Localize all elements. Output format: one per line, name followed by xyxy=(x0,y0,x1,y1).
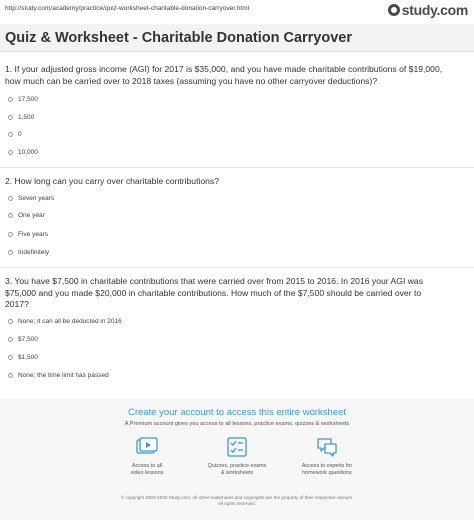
radio-button[interactable] xyxy=(8,373,13,378)
question-1-option-3[interactable] xyxy=(8,130,22,139)
logo-text: study.com xyxy=(401,2,468,18)
page-title: Quiz & Worksheet - Charitable Donation Carryover xyxy=(5,30,352,46)
question-3 xyxy=(5,276,469,311)
title-bar xyxy=(0,24,474,52)
question-2 xyxy=(5,176,469,188)
option-label: $7,500 xyxy=(18,336,38,343)
feature-quizzes xyxy=(197,435,277,477)
radio-button[interactable] xyxy=(8,232,13,237)
option-label: 1,500 xyxy=(18,114,35,121)
question-3-option-2[interactable] xyxy=(8,335,38,344)
question-1-line-2: how much can be carried over to 2018 taxes (assuming you have no other carryover deductions)? xyxy=(5,75,378,86)
expert-chat-icon xyxy=(315,435,339,459)
question-3-option-3[interactable] xyxy=(8,353,38,362)
radio-button[interactable] xyxy=(8,250,13,255)
feature-label-line-1: Quizzes, practice exams xyxy=(207,463,267,469)
radio-button[interactable] xyxy=(8,213,13,218)
question-1-line-1: 1. If your adjusted gross income (AGI) for 2017 is $35,000, and you have made charitable contributions of $19,000, xyxy=(5,64,443,74)
cta-subtitle: A Premium account gives you access to all lessons, practice exams, quizzes & worksheets xyxy=(124,421,350,427)
option-label: $1,500 xyxy=(18,354,38,361)
copyright-line-1: © copyright 2003-2020 Study.com. All other trademarks and copyrights are the property of their respective owners. xyxy=(120,495,354,500)
top-bar xyxy=(0,0,474,22)
radio-button[interactable] xyxy=(8,97,13,102)
question-1-option-4[interactable] xyxy=(8,148,38,157)
feature-label-line-1: Access to experts for xyxy=(301,463,353,469)
study-logo-icon xyxy=(388,4,400,16)
question-3-option-1[interactable] xyxy=(8,317,122,326)
copyright-notice xyxy=(0,495,474,507)
feature-experts xyxy=(287,435,367,477)
premium-cta xyxy=(0,399,474,520)
radio-button[interactable] xyxy=(8,115,13,120)
feature-label xyxy=(107,463,187,477)
question-3-option-4[interactable] xyxy=(8,371,109,380)
question-3-line-1: 3. You have $7,500 in charitable contributions that were carried over from 2015 to 2016. In 2016 your AGI was xyxy=(5,276,424,286)
question-2-line-1: 2. How long can you carry over charitable contributions? xyxy=(5,176,220,186)
option-label: Five years xyxy=(18,231,48,238)
feature-label-line-2: homework questions xyxy=(302,469,352,476)
video-lesson-icon xyxy=(135,435,159,459)
radio-button[interactable] xyxy=(8,196,13,201)
quiz-worksheet-icon xyxy=(225,435,249,459)
option-label: One year xyxy=(18,212,45,219)
radio-button[interactable] xyxy=(8,337,13,342)
feature-label-line-2: & worksheets xyxy=(220,469,254,476)
question-1 xyxy=(5,64,469,87)
option-label: 0 xyxy=(18,131,22,138)
question-1-option-2[interactable] xyxy=(8,113,34,122)
question-2-option-1[interactable] xyxy=(8,194,54,203)
option-label: 10,000 xyxy=(18,149,38,156)
radio-button[interactable] xyxy=(8,150,13,155)
option-label: None; the time limit has passed xyxy=(18,372,109,379)
radio-button[interactable] xyxy=(8,319,13,324)
question-divider xyxy=(0,267,474,268)
feature-label-line-2: video lessons xyxy=(130,469,164,476)
radio-button[interactable] xyxy=(8,355,13,360)
question-3-line-2: $75,000 and you made $20,000 in charitable contributions. How much of the $7,500 should be carried over to xyxy=(5,287,422,298)
question-3-line-3: 2017? xyxy=(5,299,29,309)
feature-label xyxy=(197,463,277,477)
copyright-line-2: All rights reserved. xyxy=(217,501,257,506)
option-label: None; it can all be deducted in 2016 xyxy=(18,318,122,325)
option-label: Seven years xyxy=(18,195,55,202)
question-1-option-1[interactable] xyxy=(8,95,38,104)
question-2-option-2[interactable] xyxy=(8,211,45,220)
option-label: 17,500 xyxy=(18,96,38,103)
question-2-option-4[interactable] xyxy=(8,248,49,257)
feature-label-line-1: Access to all xyxy=(131,463,163,469)
radio-button[interactable] xyxy=(8,132,13,137)
cta-title[interactable]: Create your account to access this entire worksheet xyxy=(127,407,347,418)
question-divider xyxy=(0,167,474,168)
feature-video-lessons xyxy=(107,435,187,477)
page-url[interactable]: http://study.com/academy/practice/quiz-worksheet-charitable-donation-carryover.html xyxy=(5,5,250,12)
option-label: Indefinitely xyxy=(18,249,50,256)
feature-label xyxy=(287,463,367,477)
question-2-option-3[interactable] xyxy=(8,230,48,239)
study-logo[interactable] xyxy=(388,2,468,18)
